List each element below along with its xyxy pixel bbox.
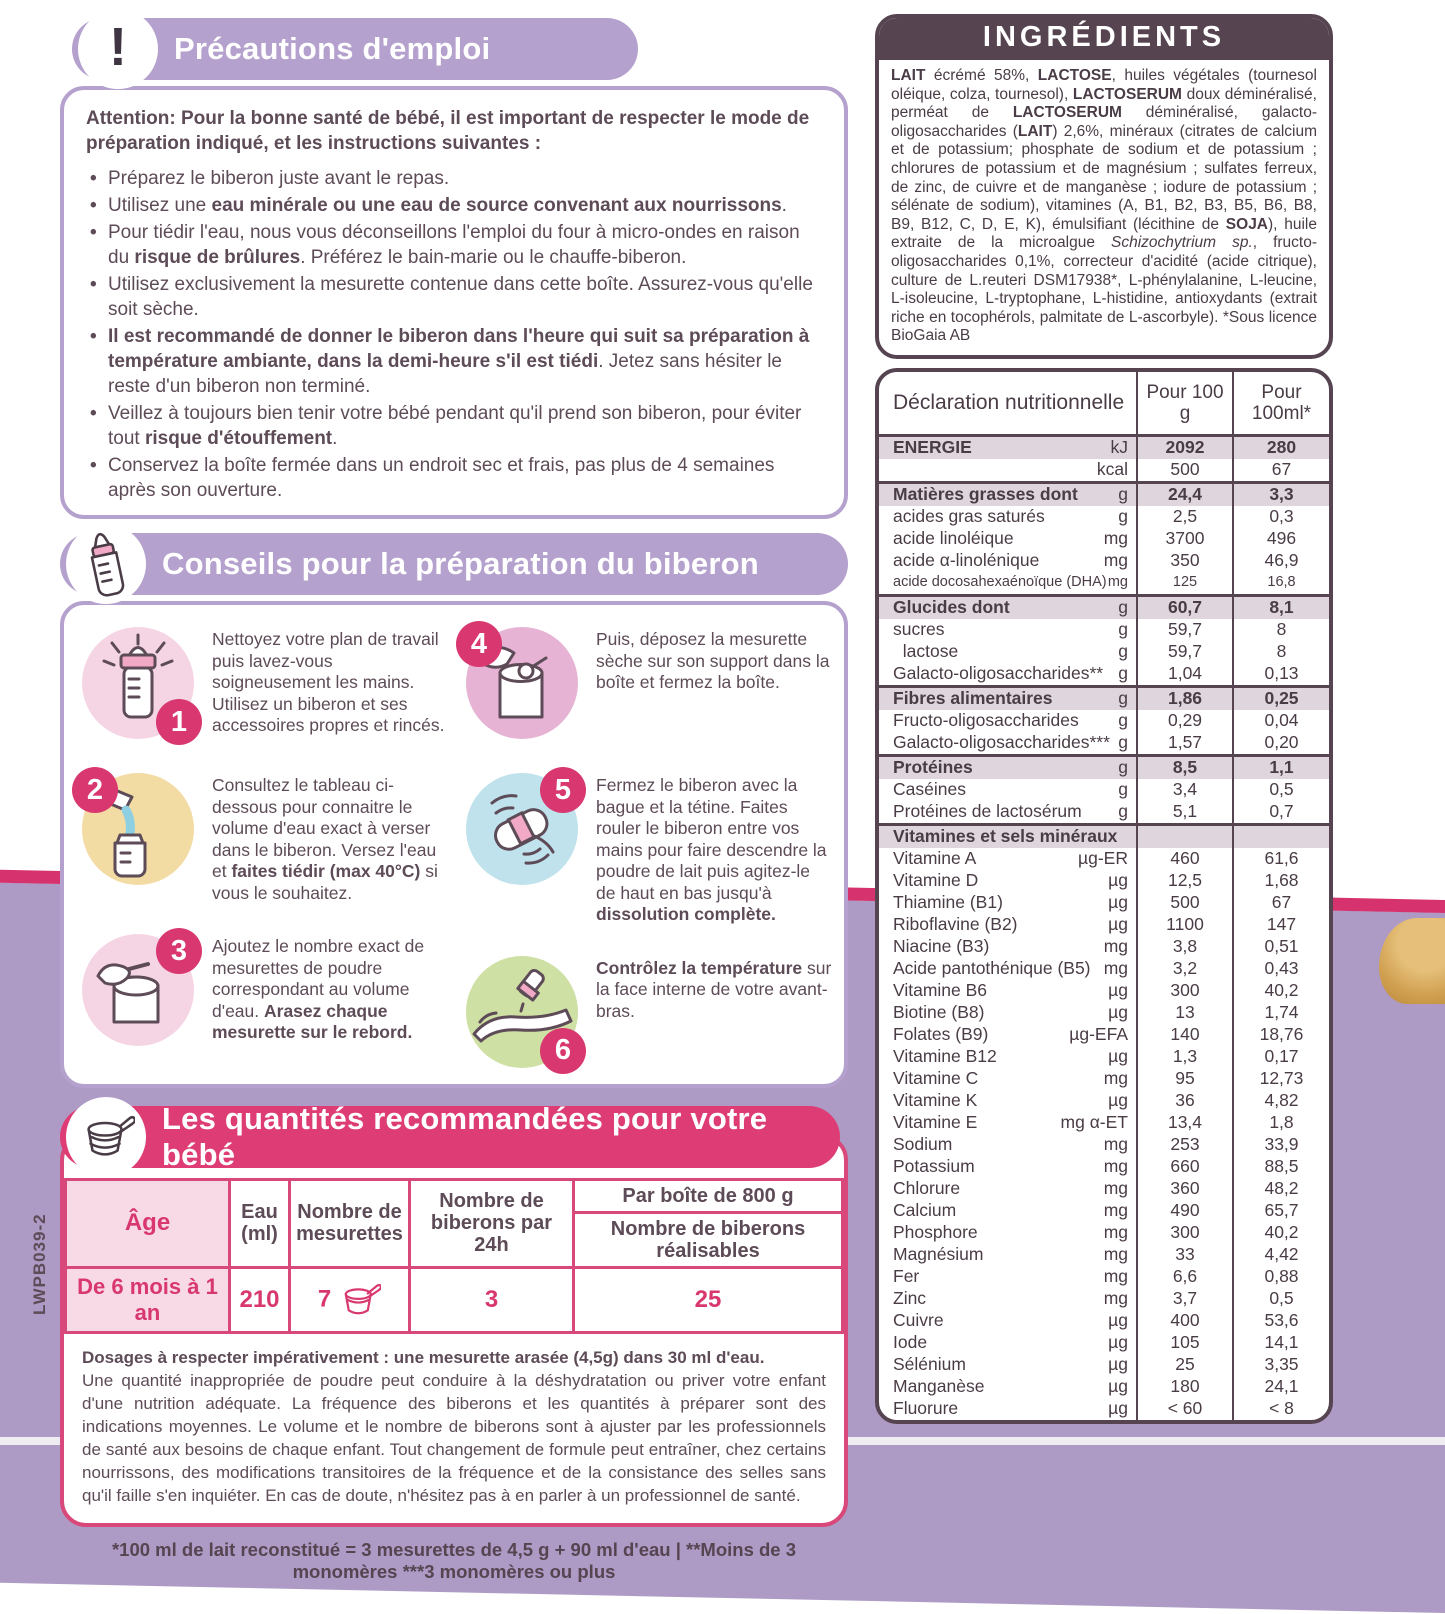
nutrient-unit: g	[1118, 619, 1128, 640]
pour-water-illustration	[80, 771, 198, 889]
value-per-100g: 2092	[1137, 435, 1233, 459]
left-column	[60, 18, 848, 1583]
precaution-item: • Il est recommandé de donner le biberon dans l'heure qui suit sa préparation à température ambiante, dans la demi-heure s'il est tiédi. Jetez sans hésiter le reste d'un biberon non terminé.	[108, 324, 822, 399]
nutrition-row	[879, 958, 1329, 980]
nutrient-label: Vitamine B6	[893, 980, 988, 1001]
nutrient-label: Manganèse	[893, 1376, 985, 1397]
value-per-100ml	[1233, 824, 1329, 848]
conseils-header-banner	[60, 533, 848, 595]
nutrition-panel	[875, 368, 1333, 1424]
nutrient-unit: mg	[1103, 1200, 1128, 1221]
nutrition-row	[879, 1376, 1329, 1398]
nutrient-label: Acide pantothénique (B5)	[893, 958, 1091, 979]
value-per-100g: 140	[1137, 1024, 1233, 1046]
precaution-item: • Veillez à toujours bien tenir votre bébé pendant qu'il prend son biberon, pour éviter tout risque d'étouffement.	[108, 401, 822, 451]
value-per-100g: 1,3	[1137, 1046, 1233, 1068]
nutrient-unit: µg	[1108, 1376, 1128, 1397]
nutrition-row	[879, 710, 1329, 732]
value-per-100ml: < 8	[1233, 1398, 1329, 1420]
baby-bottle-icon	[66, 524, 146, 604]
nutrient-label: Galacto-oligosaccharides**	[893, 663, 1104, 684]
nutrient-unit: g	[1118, 688, 1128, 709]
value-per-100ml: 48,2	[1233, 1178, 1329, 1200]
nutrition-row	[879, 528, 1329, 550]
qt-header-age: Âge	[66, 1179, 230, 1267]
nutrient-unit: mg	[1107, 574, 1128, 591]
value-per-100g: 500	[1137, 459, 1233, 483]
nutrition-row	[879, 848, 1329, 870]
quantities-table	[64, 1178, 844, 1334]
packaging-reference-code: LWPB039-2	[30, 1213, 49, 1315]
value-per-100g: 95	[1137, 1068, 1233, 1090]
nutrient-label: Vitamine A	[893, 848, 977, 869]
value-per-100g: 3,4	[1137, 779, 1233, 801]
value-per-100g: 1100	[1137, 914, 1233, 936]
value-per-100g	[1137, 824, 1233, 848]
value-per-100g: 1,57	[1137, 732, 1233, 756]
value-per-100ml: 0,5	[1233, 779, 1329, 801]
value-per-100ml: 24,1	[1233, 1376, 1329, 1398]
nutrient-unit: µg	[1108, 1398, 1128, 1419]
value-per-100g: 3,7	[1137, 1288, 1233, 1310]
nutrient-label: Fructo-oligosaccharides	[893, 710, 1079, 731]
step-text: Ajoutez le nombre exact de mesurettes de poudre correspondant au volume d'eau. Arasez chaque mesurette sur le rebord.	[212, 936, 425, 1042]
precaution-item: • Utilisez exclusivement la mesurette contenue dans cette boîte. Assurez-vous qu'elle soit sèche.	[108, 272, 822, 322]
nutrient-unit: kcal	[1096, 459, 1128, 480]
value-per-100g: 6,6	[1137, 1266, 1233, 1288]
nutrient-unit: µg	[1108, 1046, 1128, 1067]
value-per-100ml: 14,1	[1233, 1332, 1329, 1354]
nutrient-unit: g	[1118, 732, 1128, 753]
nutrient-label: Sélénium	[893, 1354, 966, 1375]
value-per-100ml: 40,2	[1233, 980, 1329, 1002]
step-text: Contrôlez la température sur la face interne de votre avant-bras.	[596, 957, 832, 1021]
step-text: Fermez le biberon avec la bague et la tétine. Faites rouler le biberon entre vos mains pour faire descendre la poudre de lait puis agitez-le de haut en bas jusqu'à dissolution complète.	[596, 775, 827, 924]
preparation-step-2	[80, 771, 450, 904]
nutrition-row	[879, 1112, 1329, 1134]
step-number-badge: 5	[540, 767, 586, 813]
qt-header-boite: Par boîte de 800 g	[574, 1179, 843, 1212]
value-per-100ml: 0,88	[1233, 1266, 1329, 1288]
precautions-title: Précautions d'emploi	[174, 31, 491, 66]
value-per-100g: 350	[1137, 550, 1233, 572]
step-number-badge: 6	[540, 1028, 586, 1074]
nutrient-unit: g	[1118, 710, 1128, 731]
nutrition-row	[879, 641, 1329, 663]
value-per-100ml: 53,6	[1233, 1310, 1329, 1332]
nutrient-label: Niacine (B3)	[893, 936, 990, 957]
nutrition-row	[879, 663, 1329, 687]
nutrient-label: Zinc	[893, 1288, 927, 1309]
nutrient-unit: mg	[1103, 1178, 1128, 1199]
nutrition-row	[879, 435, 1329, 459]
value-per-100ml: 16,8	[1233, 572, 1329, 596]
nutrition-row	[879, 732, 1329, 756]
nutrient-label: Caséines	[893, 779, 966, 800]
value-per-100ml: 0,17	[1233, 1046, 1329, 1068]
measuring-scoop-icon	[66, 1097, 146, 1177]
value-per-100g: 253	[1137, 1134, 1233, 1156]
nutrition-row	[879, 1266, 1329, 1288]
value-per-100ml: 147	[1233, 914, 1329, 936]
value-per-100ml: 4,82	[1233, 1090, 1329, 1112]
nutrition-row	[879, 824, 1329, 848]
value-per-100g: 36	[1137, 1090, 1233, 1112]
nutrition-table-title: Déclaration nutritionnelle	[879, 372, 1137, 436]
value-per-100g: 2,5	[1137, 506, 1233, 528]
nutrient-label: Chlorure	[893, 1178, 961, 1199]
nutrient-unit: mg	[1103, 1288, 1128, 1309]
nutrient-label: Matières grasses dont	[893, 484, 1078, 505]
scoop-icon	[337, 1283, 381, 1317]
conseils-title: Conseils pour la préparation du biberon	[162, 546, 759, 581]
roll-bottle-illustration	[464, 771, 582, 889]
nutrient-label: Vitamines et sels minéraux	[893, 826, 1118, 847]
step-number-badge: 2	[72, 767, 118, 813]
nutrition-row	[879, 1398, 1329, 1420]
reconstitution-footnote: *100 ml de lait reconstitué = 3 mesurettes de 4,5 g + 90 ml d'eau | **Moins de 3 monomères ***3 monomères ou plus	[111, 1538, 797, 1582]
steps-column-left	[80, 625, 450, 1072]
nutrition-table	[879, 372, 1329, 1420]
nutrition-row	[879, 1288, 1329, 1310]
step-text: Puis, déposez la mesurette sèche sur son support dans la boîte et fermez la boîte.	[596, 629, 830, 692]
value-per-100g: 500	[1137, 892, 1233, 914]
nutrient-label: Potassium	[893, 1156, 975, 1177]
value-per-100ml: 0,51	[1233, 936, 1329, 958]
nutrient-unit: g	[1118, 801, 1128, 822]
value-per-100ml: 88,5	[1233, 1156, 1329, 1178]
nutrient-unit: kJ	[1110, 437, 1128, 458]
quantities-header-banner	[60, 1100, 840, 1172]
value-per-100ml: 0,3	[1233, 506, 1329, 528]
ingredients-panel	[875, 14, 1333, 359]
step-text: Nettoyez votre plan de travail puis lavez-vous soigneusement les mains. Utilisez un biberon et ses accessoires propres et rincés.	[212, 629, 445, 735]
nutrition-row	[879, 1068, 1329, 1090]
nutrient-label: Vitamine C	[893, 1068, 979, 1089]
quantities-title: Les quantités recommandées pour votre bébé	[162, 1100, 768, 1172]
preparation-step-5	[464, 771, 834, 926]
nutrient-unit: mg	[1103, 1068, 1128, 1089]
nutrient-unit: µg	[1108, 1332, 1128, 1353]
nutrient-unit: µg	[1108, 980, 1128, 1001]
nutrient-label: Calcium	[893, 1200, 957, 1221]
nutrition-row	[879, 779, 1329, 801]
value-per-100ml: 8	[1233, 641, 1329, 663]
value-per-100ml: 33,9	[1233, 1134, 1329, 1156]
nutrition-row	[879, 1046, 1329, 1068]
value-per-100ml: 1,8	[1233, 1112, 1329, 1134]
precaution-item: • Utilisez une eau minérale ou une eau de source convenant aux nourrissons.	[108, 193, 822, 218]
precaution-item: • Pour tiédir l'eau, nous vous déconseillons l'emploi du four à micro-ondes en raison du risque de brûlures. Préférez le bain-marie ou le chauffe-biberon.	[108, 220, 822, 270]
value-per-100ml: 1,68	[1233, 870, 1329, 892]
value-per-100g: 13	[1137, 1002, 1233, 1024]
nutrition-row	[879, 755, 1329, 779]
nutrient-label: sucres	[893, 619, 945, 640]
step-text: Consultez le tableau ci-dessous pour connaitre le volume d'eau exact à verser dans le biberon. Versez l'eau et faites tiédir (max 40°C) si vous le souhaitez.	[212, 775, 438, 903]
value-per-100ml: 0,43	[1233, 958, 1329, 980]
nutrient-unit: µg	[1108, 892, 1128, 913]
value-per-100ml: 61,6	[1233, 848, 1329, 870]
nutrition-row	[879, 801, 1329, 825]
nutrient-unit: µg-EFA	[1069, 1024, 1128, 1045]
precautions-header-banner	[72, 18, 638, 80]
value-per-100g: 660	[1137, 1156, 1233, 1178]
value-per-100g: 24,4	[1137, 482, 1233, 506]
value-per-100g: 125	[1137, 572, 1233, 596]
nutrient-unit: µg	[1108, 1002, 1128, 1023]
nutrient-label: Sodium	[893, 1134, 953, 1155]
nutrition-row	[879, 914, 1329, 936]
nutrient-label: acide linoléique	[893, 528, 1014, 549]
dosage-paragraph: Une quantité inappropriée de poudre peut conduire à la déshydratation ou priver votre enfant d'une nutrition adéquate. La fréquence des biberons et les quantités à préparer sont des indications moyennes. Le volume et le nombre de biberons sont à ajuster par les professionnels de santé aux besoins de chaque enfant. Tout changement de formule peut entraîner, chez certains nourrissons, des modifications transitoires de la fréquence et de la consistance des selles sans qu'il faille s'en inquiéter. En cas de doute, n'hésitez pas à en parler à un professionnel de santé.	[82, 1370, 826, 1505]
value-per-100ml: 3,35	[1233, 1354, 1329, 1376]
value-per-100ml: 65,7	[1233, 1200, 1329, 1222]
value-per-100g: 1,04	[1137, 663, 1233, 687]
value-per-100ml: 1,74	[1233, 1002, 1329, 1024]
qt-eau-value: 210	[230, 1267, 290, 1332]
nutrient-label: Biotine (B8)	[893, 1002, 985, 1023]
value-per-100ml: 280	[1233, 435, 1329, 459]
nutrition-row	[879, 1002, 1329, 1024]
preparation-step-3	[80, 932, 450, 1050]
qt-header-mesurettes: Nombre de mesurettes	[290, 1179, 410, 1267]
table-row	[66, 1267, 843, 1332]
value-per-100ml: 8,1	[1233, 595, 1329, 619]
step-number-badge: 3	[156, 928, 202, 974]
qt-header-biberons: Nombre de biberons par 24h	[410, 1179, 574, 1267]
nutrient-label: Riboflavine (B2)	[893, 914, 1018, 935]
wrist-test-illustration	[464, 954, 582, 1072]
nutrition-row	[879, 1200, 1329, 1222]
nutrition-row	[879, 1354, 1329, 1376]
nutrition-row	[879, 1222, 1329, 1244]
level-scoop-illustration	[80, 932, 198, 1050]
value-per-100g: 300	[1137, 980, 1233, 1002]
nutrient-unit: µg	[1108, 1090, 1128, 1111]
value-per-100g: 3,2	[1137, 958, 1233, 980]
nutrient-unit: mg	[1103, 1266, 1128, 1287]
nutrient-label: acide α-linolénique	[893, 550, 1040, 571]
nutrition-row	[879, 1134, 1329, 1156]
clean-bottle-illustration	[80, 625, 198, 743]
preparation-step-4	[464, 625, 834, 743]
steps-column-right	[464, 625, 834, 1072]
precautions-box	[60, 86, 848, 519]
value-per-100g: 0,29	[1137, 710, 1233, 732]
nutrient-unit: µg	[1108, 870, 1128, 891]
nutrient-label: Iode	[893, 1332, 928, 1353]
nutrition-row	[879, 550, 1329, 572]
value-per-100ml: 0,5	[1233, 1288, 1329, 1310]
nutrient-unit: mg	[1103, 1222, 1128, 1243]
precaution-item: • Préparez le biberon juste avant le repas.	[108, 166, 822, 191]
value-per-100ml: 496	[1233, 528, 1329, 550]
nutrition-row	[879, 1244, 1329, 1266]
nutrition-row	[879, 1178, 1329, 1200]
nutrition-col-100ml: Pour 100ml*	[1233, 372, 1329, 436]
value-per-100g: 59,7	[1137, 641, 1233, 663]
value-per-100ml: 67	[1233, 892, 1329, 914]
nutrient-label: Cuivre	[893, 1310, 944, 1331]
nutrient-unit: mg	[1103, 1244, 1128, 1265]
step-number-badge: 1	[156, 699, 202, 745]
value-per-100ml: 1,1	[1233, 755, 1329, 779]
nutrition-row	[879, 870, 1329, 892]
value-per-100g: 1,86	[1137, 686, 1233, 710]
nutrition-row	[879, 1156, 1329, 1178]
value-per-100g: 59,7	[1137, 619, 1233, 641]
nutrition-row	[879, 619, 1329, 641]
nutrient-unit: µg	[1108, 1354, 1128, 1375]
nutrient-label: Vitamine E	[893, 1112, 978, 1133]
nutrient-label: Vitamine K	[893, 1090, 978, 1111]
value-per-100ml: 0,25	[1233, 686, 1329, 710]
nutrition-row	[879, 936, 1329, 958]
nutrient-unit: mg	[1103, 1134, 1128, 1155]
nutrient-label: Folates (B9)	[893, 1024, 989, 1045]
precautions-bullet-list	[86, 166, 822, 503]
nutrition-row	[879, 459, 1329, 483]
qt-mesurettes-value: 7	[290, 1267, 410, 1332]
dosage-bold-line: Dosages à respecter impérativement : une mesurette arasée (4,5g) dans 30 ml d'eau.	[82, 1347, 765, 1367]
nutrient-unit: mg	[1103, 958, 1128, 979]
value-per-100g: 33	[1137, 1244, 1233, 1266]
value-per-100ml: 67	[1233, 459, 1329, 483]
nutrient-unit: mg	[1103, 550, 1128, 571]
value-per-100g: 3700	[1137, 528, 1233, 550]
nutrient-label: Fer	[893, 1266, 920, 1287]
nutrition-row	[879, 1332, 1329, 1354]
nutrient-label: acide docosahexaénoïque (DHA)	[893, 574, 1107, 591]
nutrient-unit: g	[1118, 757, 1128, 778]
nutrient-label: Vitamine D	[893, 870, 979, 891]
nutrition-row	[879, 980, 1329, 1002]
value-per-100ml: 3,3	[1233, 482, 1329, 506]
nutrient-label: lactose	[893, 641, 959, 662]
value-per-100g: 180	[1137, 1376, 1233, 1398]
nutrient-unit: µg	[1108, 1310, 1128, 1331]
step-number-badge: 4	[456, 621, 502, 667]
value-per-100g: 5,1	[1137, 801, 1233, 825]
preparation-step-1	[80, 625, 450, 743]
nutrient-label: Vitamine B12	[893, 1046, 997, 1067]
value-per-100g: 460	[1137, 848, 1233, 870]
qt-header-eau: Eau (ml)	[230, 1179, 290, 1267]
value-per-100ml: 4,42	[1233, 1244, 1329, 1266]
value-per-100g: 13,4	[1137, 1112, 1233, 1134]
nutrient-unit: mg	[1103, 528, 1128, 549]
exclamation-icon: !	[78, 9, 158, 89]
ingredients-title: INGRÉDIENTS	[879, 18, 1329, 60]
qt-age-value: De 6 mois à 1 an	[66, 1267, 230, 1332]
nutrition-col-100g: Pour 100 g	[1137, 372, 1233, 436]
value-per-100g: 60,7	[1137, 595, 1233, 619]
nutrient-unit: µg	[1108, 914, 1128, 935]
ingredients-text: LAIT écrémé 58%, LACTOSE, huiles végétales (tournesol oléique, colza, tournesol), LACTOSERUM doux déminéralisé, perméat de LACTOSERUM déminéralisé, galacto-oligosaccharides (LAIT) 2,6%, minéraux (citrates de calcium et de potassium; phosphate de sodium et de potassium ; chlorures de potassium et de magnésium ; sulfates ferreux, de zinc, de cuivre et de manganèse ; iodure de potassium ; sélénate de sodium), vitamines (A, B1, B2, B3, B5, B6, B8, B9, B12, C, D, E, K), émulsifiant (lécithine de SOJA), huile extraite de la microalgue Schizochytrium sp., fructo-oligosaccharides 0,1%, correcteur d'acidité (acide citrique), culture de L.reuteri DSM17938*, L-phénylalanine, L-leucine, L-isoleucine, L-tryptophane, L-histidine, antioxydants (extrait riche en tocophérols, palmitate de L-ascorbyle). *Sous licence BioGaia AB	[891, 67, 1318, 345]
nutrient-label: Thiamine (B1)	[893, 892, 1003, 913]
value-per-100g: 490	[1137, 1200, 1233, 1222]
nutrient-unit: mg	[1103, 1156, 1128, 1177]
value-per-100ml: 18,76	[1233, 1024, 1329, 1046]
nutrient-label: Magnésium	[893, 1244, 984, 1265]
nutrient-unit: g	[1118, 663, 1128, 684]
nutrient-unit: g	[1118, 506, 1128, 527]
nutrient-unit: mg α-ET	[1060, 1112, 1128, 1133]
nutrition-row	[879, 595, 1329, 619]
nutrient-label: ENERGIE	[893, 437, 972, 458]
nutrient-label: Phosphore	[893, 1222, 978, 1243]
precaution-item: • Conservez la boîte fermée dans un endroit sec et frais, pas plus de 4 semaines après son ouverture.	[108, 453, 822, 503]
nutrient-label: Fluorure	[893, 1398, 959, 1419]
nutrient-label: Protéines de lactosérum	[893, 801, 1082, 822]
value-per-100g: < 60	[1137, 1398, 1233, 1420]
nutrition-row	[879, 1090, 1329, 1112]
value-per-100ml: 0,20	[1233, 732, 1329, 756]
value-per-100ml: 12,73	[1233, 1068, 1329, 1090]
preparation-step-6	[464, 954, 834, 1072]
conseils-box	[60, 601, 848, 1088]
value-per-100ml: 8	[1233, 619, 1329, 641]
nutrient-label: Glucides dont	[893, 597, 1010, 618]
nutrition-row	[879, 482, 1329, 506]
value-per-100g: 400	[1137, 1310, 1233, 1332]
value-per-100ml: 46,9	[1233, 550, 1329, 572]
value-per-100g: 25	[1137, 1354, 1233, 1376]
nutrition-row	[879, 1024, 1329, 1046]
nutrient-label: Protéines	[893, 757, 973, 778]
nutrition-row	[879, 686, 1329, 710]
nutrient-label: Fibres alimentaires	[893, 688, 1053, 709]
nutrient-label: Galacto-oligosaccharides***	[893, 732, 1110, 753]
value-per-100g: 360	[1137, 1178, 1233, 1200]
nutrient-unit: g	[1118, 641, 1128, 662]
value-per-100g: 12,5	[1137, 870, 1233, 892]
value-per-100ml: 0,7	[1233, 801, 1329, 825]
nutrition-row	[879, 506, 1329, 528]
quantities-box	[60, 1134, 848, 1527]
nutrient-label: acides gras saturés	[893, 506, 1045, 527]
nutrient-unit: µg-ER	[1078, 848, 1128, 869]
qt-header-realisables: Nombre de biberons réalisables	[574, 1212, 843, 1267]
nutrient-unit: g	[1118, 597, 1128, 618]
value-per-100g: 105	[1137, 1332, 1233, 1354]
value-per-100ml: 0,04	[1233, 710, 1329, 732]
store-scoop-illustration	[464, 625, 582, 743]
nutrient-unit: g	[1118, 484, 1128, 505]
value-per-100g: 8,5	[1137, 755, 1233, 779]
nutrient-unit: mg	[1103, 936, 1128, 957]
precautions-intro: Attention: Pour la bonne santé de bébé, il est important de respecter le mode de préparation indiqué, et les instructions suivantes :	[86, 108, 810, 154]
qt-biberons-value: 3	[410, 1267, 574, 1332]
nutrition-row	[879, 892, 1329, 914]
value-per-100ml: 0,13	[1233, 663, 1329, 687]
dosage-note	[64, 1334, 844, 1511]
nutrient-unit: g	[1118, 779, 1128, 800]
value-per-100g: 300	[1137, 1222, 1233, 1244]
nutrition-row	[879, 1310, 1329, 1332]
qt-realisables-value: 25	[574, 1267, 843, 1332]
value-per-100ml: 40,2	[1233, 1222, 1329, 1244]
value-per-100g: 3,8	[1137, 936, 1233, 958]
right-column	[875, 14, 1333, 1424]
nutrition-row	[879, 572, 1329, 596]
